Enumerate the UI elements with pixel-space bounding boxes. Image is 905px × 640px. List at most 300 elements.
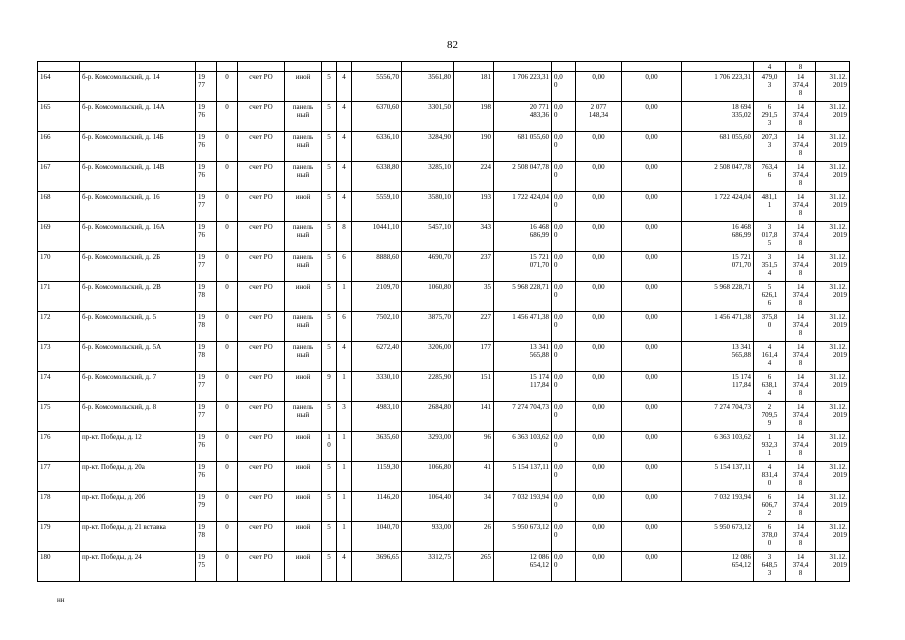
cell-line: 76 [198, 111, 205, 119]
cell-line: 141 [480, 403, 491, 411]
cell-line: 19 [198, 523, 205, 531]
cell-line: 19 [198, 373, 205, 381]
cell-line: 4 [342, 133, 346, 141]
residents-cell [454, 462, 494, 492]
table-row [38, 252, 850, 282]
cell-line: 374,4 [792, 351, 809, 359]
fund-cell [552, 282, 576, 312]
cell-line: 6 [767, 493, 772, 501]
cell-line: 3 [767, 569, 772, 577]
max-cost-cell [786, 72, 816, 102]
cell-line: 5 154 137,11 [512, 463, 549, 471]
cell-line: счет РО [249, 163, 273, 171]
cell-line: 7 274 704,73 [714, 403, 751, 411]
account-cell [238, 492, 285, 522]
residents-cell [454, 132, 494, 162]
cell-line: панель [292, 103, 314, 111]
cell-line: 31.12. [829, 73, 847, 81]
address-cell [80, 192, 196, 222]
unit-cost-cell [754, 402, 786, 432]
cell-line: 8 [798, 89, 803, 97]
local-budget-cell [576, 342, 622, 372]
total-area-cell [352, 372, 402, 402]
cell-line: 15 721 [529, 253, 549, 261]
cell-line: иной [295, 73, 311, 81]
value-cell [217, 312, 238, 342]
cell-line: 5 [327, 523, 331, 531]
cell-line: б-р. Комсомольский, д. 8 [82, 403, 157, 411]
cell-line: 4 [767, 343, 772, 351]
value-cell [217, 282, 238, 312]
cell-line: счет РО [249, 403, 273, 411]
cell-line: 5 [327, 463, 331, 471]
cell-line: 31.12. [829, 343, 847, 351]
unit-cost-cell [754, 462, 786, 492]
cell-line: 5 [327, 223, 331, 231]
completion-date-cell [816, 522, 850, 552]
cell-line: б-р. Комсомольский, д. 5 [82, 313, 157, 321]
cell-line: 3301,50 [428, 103, 451, 111]
cost-cell [494, 72, 552, 102]
cell-line: 0,00 [645, 313, 658, 321]
cell-line: 0,00 [592, 313, 605, 321]
residential-area-cell [402, 552, 454, 582]
cell-line: 5 [327, 553, 331, 561]
other-sources-cell [622, 252, 682, 282]
cell-line: 1 706 223,31 [714, 73, 751, 81]
cost-cell [494, 252, 552, 282]
cell-line: 8 [798, 149, 803, 157]
cell-line: 1 [327, 433, 331, 441]
cell-line: 6 [767, 103, 772, 111]
total-area-cell [352, 342, 402, 372]
other-sources-cell [622, 132, 682, 162]
cost-cell [494, 492, 552, 522]
address-cell [80, 102, 196, 132]
account-cell [238, 252, 285, 282]
year-cell [196, 492, 217, 522]
total-area-cell [352, 402, 402, 432]
floors-cell [322, 312, 337, 342]
floors-cell [322, 192, 337, 222]
cell-line: 2019 [833, 501, 847, 509]
cell-line: 14 [797, 373, 804, 381]
cell-line: 5 [327, 493, 331, 501]
row-number-cell [38, 192, 80, 222]
cell-line: 148,34 [588, 111, 609, 119]
residents-cell [454, 192, 494, 222]
cell-line: 648,5 [761, 561, 778, 569]
cell-line: 0 [225, 223, 229, 231]
cell-line: 8888,60 [376, 253, 399, 261]
cell-line: 374,4 [792, 291, 809, 299]
address-cell [80, 462, 196, 492]
wall-material-cell [285, 282, 322, 312]
completion-date-cell [816, 282, 850, 312]
value-cell [217, 132, 238, 162]
value-cell [217, 162, 238, 192]
cell-line: 0,00 [592, 163, 605, 171]
page-number: 82 [447, 39, 458, 51]
row-number-cell [38, 282, 80, 312]
cell-line: 0,00 [645, 223, 658, 231]
cell-line: 1 706 223,31 [512, 73, 549, 81]
cell-line: 190 [480, 133, 491, 141]
value-cell [217, 432, 238, 462]
cell-line: 20 771 [529, 103, 549, 111]
residential-area-cell [402, 72, 454, 102]
cell-line: 3285,10 [428, 163, 451, 171]
cell-line: 161,4 [761, 351, 778, 359]
year-cell [196, 462, 217, 492]
cell-line: 15 174 [529, 373, 549, 381]
cell-line: 224 [480, 163, 491, 171]
cell-line: 686,99 [529, 231, 549, 239]
unit-cost-cell [754, 252, 786, 282]
residents-cell [454, 162, 494, 192]
other-sources-cell [622, 312, 682, 342]
cell-line: 0,0 [554, 313, 563, 321]
cell-line: 14 [797, 343, 804, 351]
cell-line: 0 [554, 141, 558, 149]
cell-line: 3312,75 [428, 553, 451, 561]
table-row [38, 132, 850, 162]
cell-line: счет РО [249, 253, 273, 261]
entrances-cell [337, 462, 352, 492]
unit-cost-cell [754, 372, 786, 402]
cell-line: 654,12 [731, 561, 751, 569]
cell-line: 1064,40 [428, 493, 451, 501]
owners-funds-cell [682, 102, 754, 132]
cell-line: 0,0 [554, 73, 563, 81]
entrances-cell [337, 72, 352, 102]
cell-line: 1 [342, 493, 346, 501]
cell-line: 0 [554, 291, 558, 299]
cell-line: 017,8 [761, 231, 778, 239]
cell-line: 3 [767, 553, 772, 561]
cell-line: 4 [767, 463, 772, 471]
completion-date-cell [816, 372, 850, 402]
cell-line: 0,0 [554, 133, 563, 141]
other-sources-cell [622, 432, 682, 462]
cell-line: 0 [225, 523, 229, 531]
address-cell [80, 222, 196, 252]
total-area-cell [352, 72, 402, 102]
cell-line: 12 086 [731, 553, 751, 561]
cell-line: 1040,70 [376, 523, 399, 531]
account-cell [238, 132, 285, 162]
wall-material-cell [285, 102, 322, 132]
cell-line: панель [292, 343, 314, 351]
cell-line: счет РО [249, 133, 273, 141]
other-sources-cell [622, 72, 682, 102]
floors-cell [322, 402, 337, 432]
account-cell [238, 402, 285, 432]
cell-line: 13 341 [529, 343, 549, 351]
cell-line: 3635,60 [376, 433, 399, 441]
other-sources-cell [622, 282, 682, 312]
local-budget-cell [576, 252, 622, 282]
local-budget-cell [576, 162, 622, 192]
unit-cost-cell [754, 132, 786, 162]
cell-line: счет РО [249, 523, 273, 531]
max-cost-cell [786, 432, 816, 462]
value-cell [217, 342, 238, 372]
year-cell [196, 222, 217, 252]
cell-line: 0,00 [592, 463, 605, 471]
cell-line: 0,0 [554, 283, 563, 291]
cell-line: 2 508 047,78 [512, 163, 549, 171]
entrances-cell [337, 282, 352, 312]
cell-line: 18 694 [731, 103, 751, 111]
entrances-cell [337, 522, 352, 552]
cell-line: 681 055,60 [517, 133, 549, 141]
cell-line: 8 [798, 269, 803, 277]
cell-line: 0 [554, 351, 558, 359]
cell-line: 176 [40, 433, 51, 441]
account-cell [238, 462, 285, 492]
cell-line: 14 [797, 103, 804, 111]
residential-area-cell [402, 372, 454, 402]
cell-line: 79 [198, 501, 205, 509]
other-sources-cell [622, 102, 682, 132]
cell-line: 0,00 [592, 433, 605, 441]
entrances-cell [337, 372, 352, 402]
table-row [38, 282, 850, 312]
row-number-cell [38, 252, 80, 282]
cost-cell [494, 552, 552, 582]
cell-line: 8 [798, 209, 803, 217]
cell-line: 76 [198, 141, 205, 149]
fund-cell [552, 222, 576, 252]
total-area-cell [352, 522, 402, 552]
account-cell [238, 222, 285, 252]
cell-line: иной [295, 523, 311, 531]
cell-line: 5 [327, 283, 331, 291]
cell-line: 1 456 471,38 [714, 313, 751, 321]
cell-line: 351,5 [761, 261, 778, 269]
cell-line: 8 [798, 329, 803, 337]
wall-material-cell [285, 162, 322, 192]
total-area-cell [352, 312, 402, 342]
cell-line: панель [292, 223, 314, 231]
cell-line: 180 [40, 553, 51, 561]
cell-line: 14 [797, 523, 804, 531]
cell-line: 41 [484, 463, 491, 471]
cell-line: 10441,10 [372, 223, 399, 231]
cell-line: 76 [198, 441, 205, 449]
cell-line: 374,4 [792, 201, 809, 209]
year-cell [196, 102, 217, 132]
cell-line: 5 950 673,12 [512, 523, 549, 531]
cell-line: 5 154 137,11 [714, 463, 751, 471]
entrances-cell [337, 132, 352, 162]
cell-line: 0,00 [592, 403, 605, 411]
fund-cell [552, 252, 576, 282]
wall-material-cell [285, 522, 322, 552]
cell-line: 681 055,60 [719, 133, 751, 141]
account-cell [238, 312, 285, 342]
cell-line: 374,4 [792, 381, 809, 389]
cell-line: 14 [797, 313, 804, 321]
total-area-cell [352, 252, 402, 282]
total-area-cell [352, 552, 402, 582]
cell-line: ный [296, 141, 310, 149]
fund-cell [552, 522, 576, 552]
cell-line: 8 [798, 179, 803, 187]
completion-date-cell [816, 132, 850, 162]
address-cell [80, 282, 196, 312]
cell-line: 19 [198, 103, 205, 111]
cost-cell [494, 372, 552, 402]
row-number-cell [38, 432, 80, 462]
cell-line: 19 [198, 253, 205, 261]
unit-cost-cell [754, 282, 786, 312]
cell-line: 6336,10 [376, 133, 399, 141]
cell-line: 173 [40, 343, 51, 351]
local-budget-cell [576, 432, 622, 462]
floors-cell [322, 492, 337, 522]
year-cell [196, 552, 217, 582]
completion-date-cell [816, 102, 850, 132]
max-cost-cell [786, 522, 816, 552]
row-number-cell [38, 462, 80, 492]
cell-line: 2285,90 [428, 373, 451, 381]
floors-cell [322, 132, 337, 162]
cell-line: 374,4 [792, 141, 809, 149]
row-number-cell [38, 132, 80, 162]
cell-line: 172 [40, 313, 51, 321]
cell-line: 0,00 [592, 373, 605, 381]
address-cell [80, 492, 196, 522]
cell-line: 4 [342, 193, 346, 201]
value-cell [217, 102, 238, 132]
floors-cell [322, 552, 337, 582]
cell-line: 374,4 [792, 561, 809, 569]
cell-line: 14 [797, 193, 804, 201]
residential-area-cell [402, 402, 454, 432]
cell-line: 343 [480, 223, 491, 231]
cost-cell [494, 162, 552, 192]
row-number-cell [38, 492, 80, 522]
owners-funds-cell [682, 192, 754, 222]
cell-line: 763,4 [761, 163, 778, 171]
cell-line: 77 [198, 81, 205, 89]
unit-cost-cell [754, 312, 786, 342]
max-cost-cell [786, 552, 816, 582]
cell-line: 2019 [833, 111, 847, 119]
cell-line: 2019 [833, 261, 847, 269]
cell-line: 14 [797, 163, 804, 171]
cell-line: иной [295, 373, 311, 381]
cell-line: 374,4 [792, 411, 809, 419]
wall-material-cell [285, 132, 322, 162]
address-cell [80, 312, 196, 342]
cell-line: 177 [40, 463, 51, 471]
cell-line: 31.12. [829, 493, 847, 501]
cell-line: 0 [554, 231, 558, 239]
cell-line: 1 722 424,04 [512, 193, 549, 201]
cell-line: ный [296, 231, 310, 239]
owners-funds-cell [682, 402, 754, 432]
cell-line: 76 [198, 171, 205, 179]
table-row [38, 492, 850, 522]
cell-line: 151 [480, 373, 491, 381]
owners-funds-cell [682, 492, 754, 522]
floors-cell [322, 432, 337, 462]
other-sources-cell [622, 162, 682, 192]
fund-cell [552, 462, 576, 492]
row-number-cell [38, 102, 80, 132]
unit-cost-cell [754, 72, 786, 102]
cell-line: 0 [225, 463, 229, 471]
entrances-cell [337, 102, 352, 132]
cell-line: 0,00 [645, 283, 658, 291]
cell-line: 0 [225, 343, 229, 351]
cell-line: счет РО [249, 343, 273, 351]
cell-line: 0,00 [645, 193, 658, 201]
local-budget-cell [576, 192, 622, 222]
cell-line: 4 [342, 103, 346, 111]
account-cell [238, 102, 285, 132]
wall-material-cell [285, 372, 322, 402]
residential-area-cell [402, 162, 454, 192]
year-cell [196, 192, 217, 222]
cell-line: иной [295, 193, 311, 201]
cell-line: счет РО [249, 463, 273, 471]
local-budget-cell [576, 72, 622, 102]
unit-cost-cell [754, 162, 786, 192]
local-budget-cell [576, 282, 622, 312]
cell-line: 14 [797, 433, 804, 441]
cell-line: 179 [40, 523, 51, 531]
completion-date-cell [816, 222, 850, 252]
residents-cell [454, 552, 494, 582]
cell-line: 6 [767, 299, 772, 307]
continuation-cell: 4 [754, 62, 786, 72]
cell-line: 16 468 [529, 223, 549, 231]
max-cost-cell [786, 342, 816, 372]
cell-line: 7 032 193,94 [512, 493, 549, 501]
floors-cell [322, 222, 337, 252]
cell-line: иной [295, 553, 311, 561]
cell-line: 933,00 [431, 523, 451, 531]
total-area-cell [352, 192, 402, 222]
cell-line: 709,5 [761, 411, 778, 419]
cell-line: 14 [797, 553, 804, 561]
cell-line: 4983,10 [376, 403, 399, 411]
cell-line: 0 [225, 553, 229, 561]
local-budget-cell [576, 132, 622, 162]
cell-line: 0 [554, 561, 558, 569]
cell-line: 0,00 [592, 133, 605, 141]
cell-line: 6 [767, 373, 772, 381]
floors-cell [322, 282, 337, 312]
cell-line: 181 [480, 73, 491, 81]
owners-funds-cell [682, 132, 754, 162]
cell-line: 31.12. [829, 373, 847, 381]
cell-line: пр-кт. Победы, д. 20а [82, 463, 145, 471]
cell-line: 117,84 [530, 381, 549, 389]
cell-line: 2 [767, 403, 772, 411]
cell-line: 0,00 [645, 73, 658, 81]
fund-cell [552, 342, 576, 372]
address-cell [80, 162, 196, 192]
cell-line: 0,00 [645, 553, 658, 561]
account-cell [238, 282, 285, 312]
cell-line: 0 [225, 373, 229, 381]
cell-line: 8 [342, 223, 346, 231]
